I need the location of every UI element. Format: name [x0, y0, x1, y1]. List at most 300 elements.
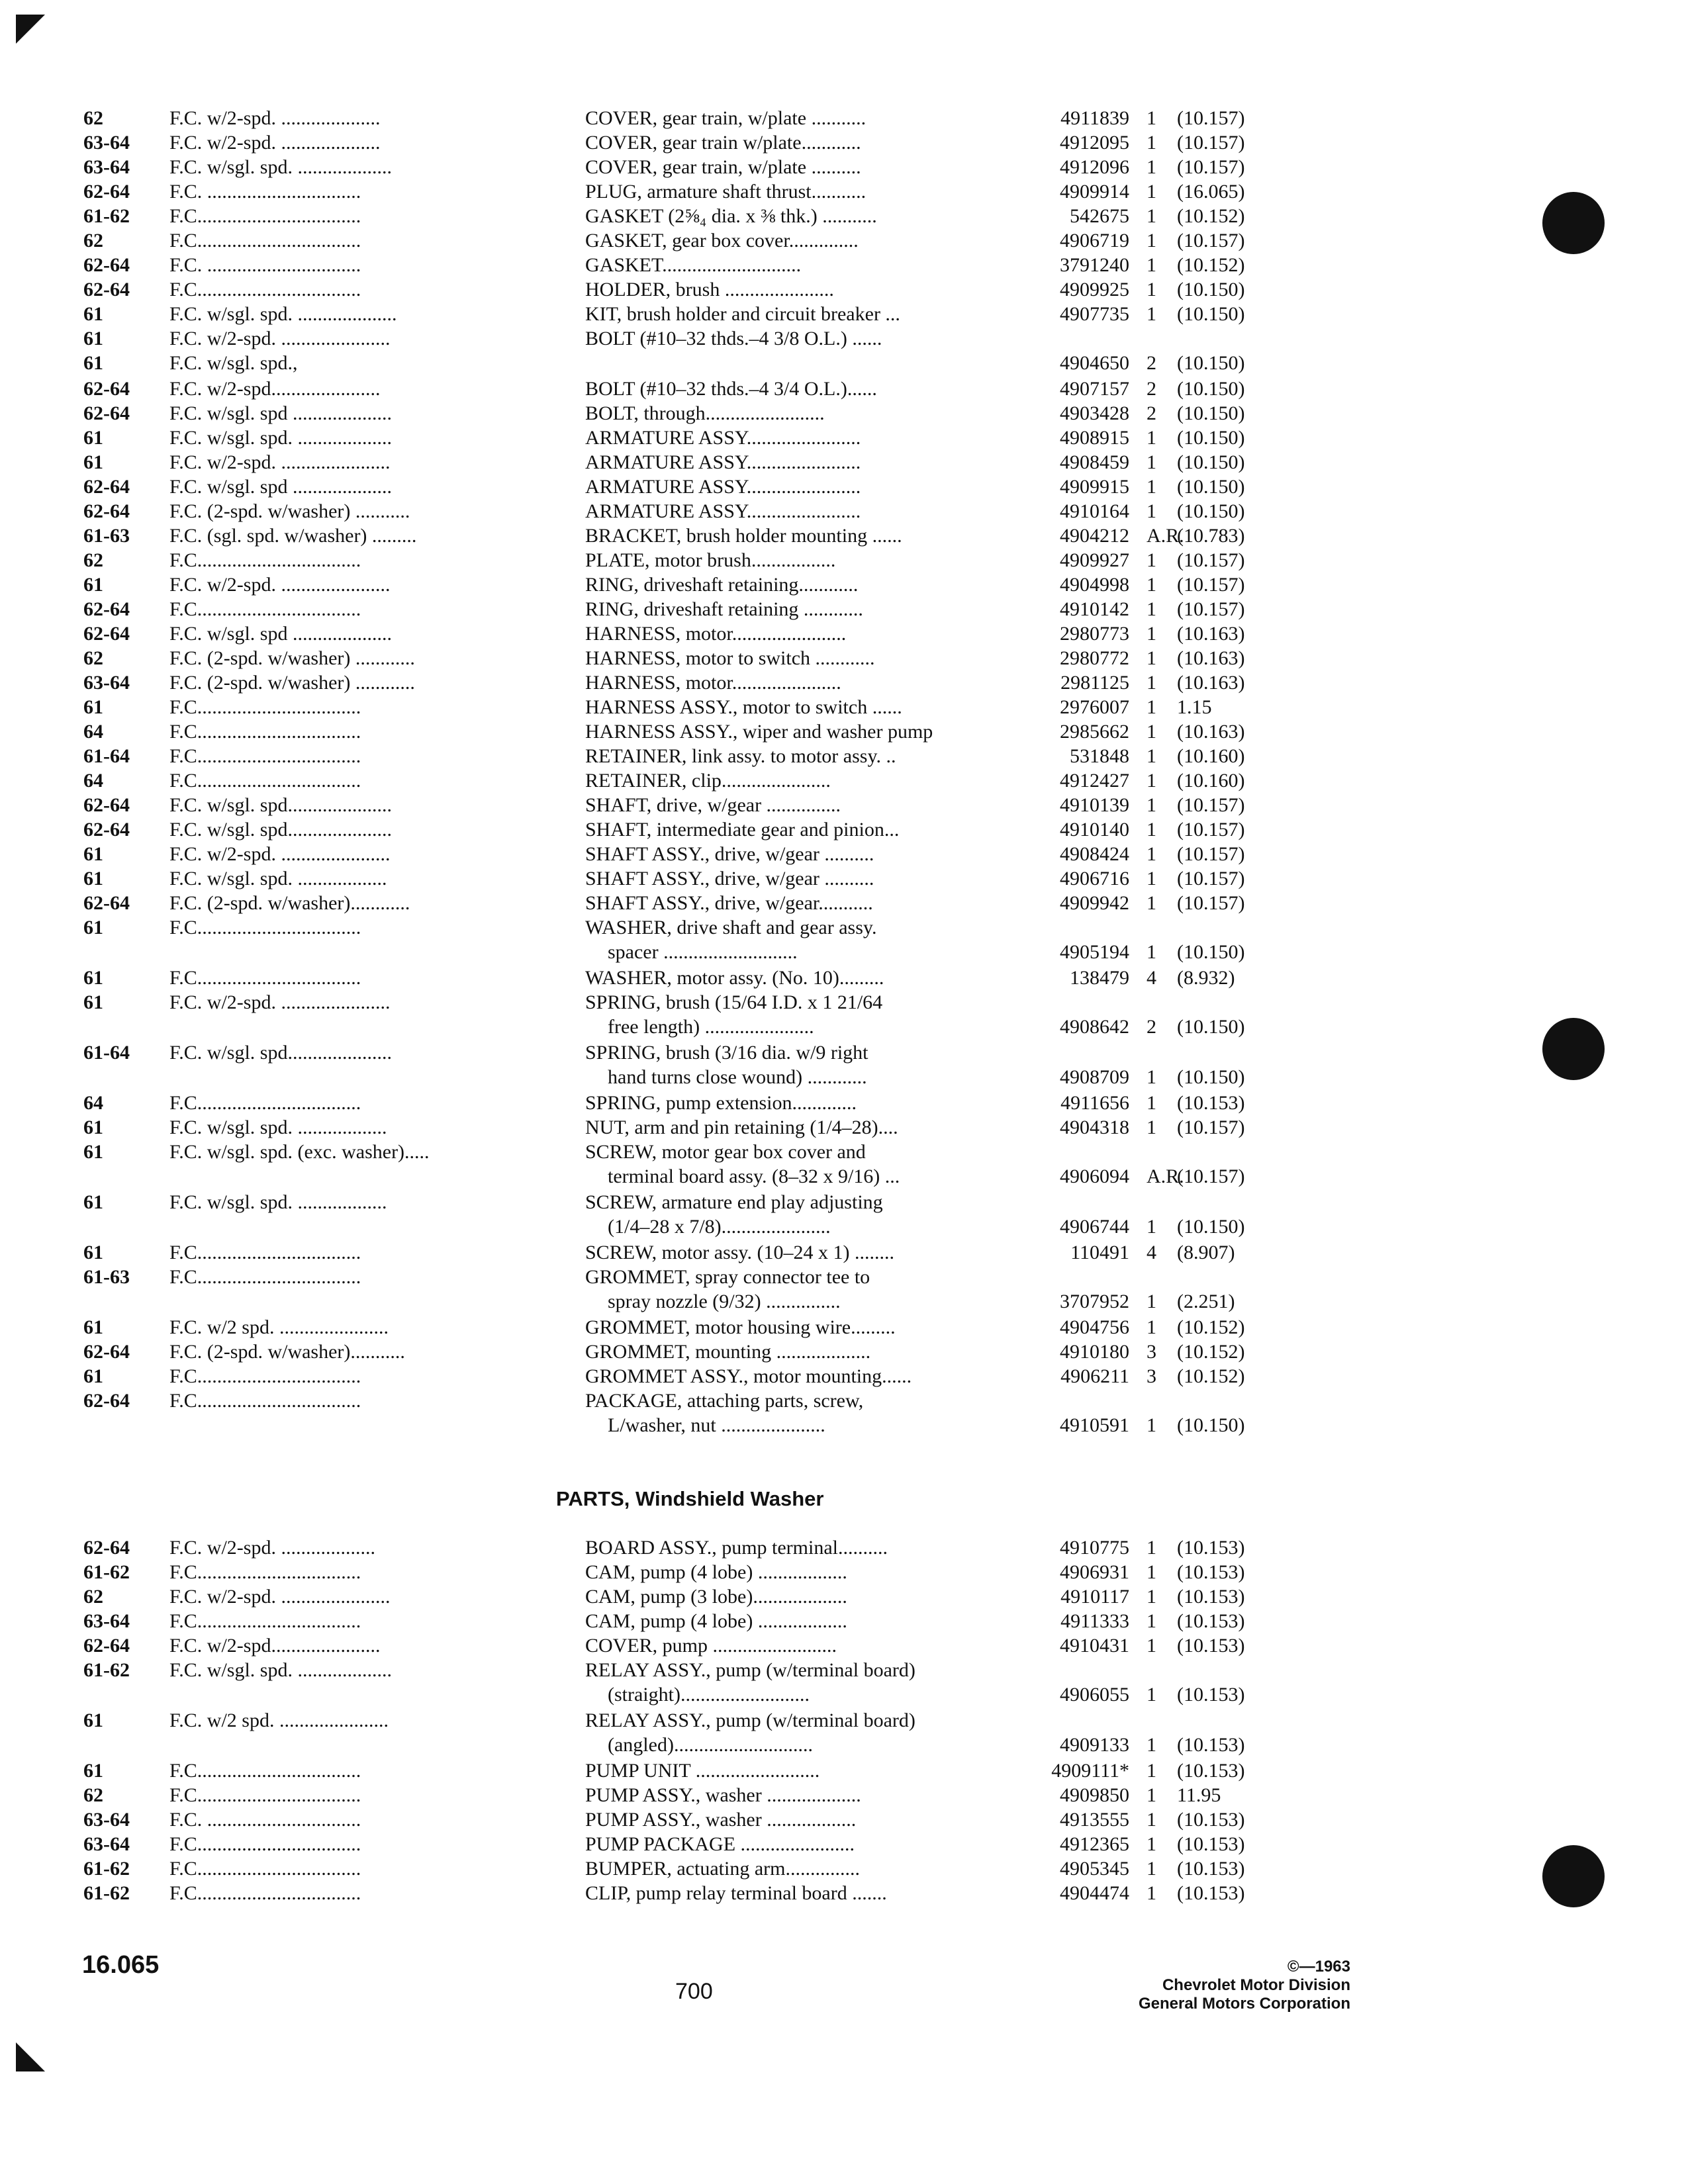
part-number: 2976007 — [1060, 696, 1129, 718]
part-description: SHAFT, drive, w/gear ............... — [585, 794, 841, 816]
part-number: 4910775 — [1060, 1537, 1129, 1559]
application: F.C. (2-spd. w/washer) ........... — [169, 500, 410, 522]
part-description: L/washer, nut ..................... — [608, 1414, 825, 1436]
quantity: 1 — [1147, 156, 1156, 178]
group-reference: (10.157) — [1177, 230, 1245, 251]
part-description: ARMATURE ASSY....................... — [585, 476, 861, 498]
model-years: 61-63 — [83, 525, 130, 547]
group-reference: (10.150) — [1177, 1414, 1245, 1436]
table-row — [0, 1040, 1688, 1088]
group-reference: (10.157) — [1177, 132, 1245, 154]
group-reference: (10.150) — [1177, 941, 1245, 963]
part-description: COVER, gear train, w/plate .......... — [585, 156, 861, 178]
part-description: BOARD ASSY., pump terminal.......... — [585, 1537, 888, 1559]
group-reference: (10.157) — [1177, 843, 1245, 865]
model-years: 62 — [83, 1586, 103, 1608]
application: F.C................................. — [169, 917, 361, 938]
part-number: 4909133 — [1060, 1734, 1129, 1756]
application: F.C. w/sgl. spd. (exc. washer)..... — [169, 1141, 430, 1163]
application: F.C................................. — [169, 230, 361, 251]
part-description: spray nozzle (9/32) ............... — [608, 1291, 841, 1312]
application: F.C................................. — [169, 1561, 361, 1583]
application: F.C. w/sgl. spd..................... — [169, 1042, 392, 1064]
application: F.C. ............................... — [169, 181, 361, 203]
group-reference: (10.157) — [1177, 107, 1245, 129]
part-description: spacer ........................... — [608, 941, 798, 963]
part-number: 4906055 — [1060, 1684, 1129, 1706]
quantity: 1 — [1147, 132, 1156, 154]
application: F.C................................. — [169, 598, 361, 620]
part-number: 4908709 — [1060, 1066, 1129, 1088]
part-description: HOLDER, brush ...................... — [585, 279, 834, 300]
application: F.C................................. — [169, 1092, 361, 1114]
quantity: A.R. — [1147, 1165, 1184, 1187]
part-number: 4909111* — [1051, 1760, 1129, 1782]
model-years: 62-64 — [83, 1635, 130, 1657]
table-row — [0, 1881, 1688, 1921]
application: F.C................................. — [169, 279, 361, 300]
group-reference: (10.157) — [1177, 1116, 1245, 1138]
model-years: 61 — [83, 427, 103, 449]
model-years: 63-64 — [83, 1809, 130, 1831]
quantity: 1 — [1147, 843, 1156, 865]
table-row — [0, 1388, 1688, 1436]
quantity: 1 — [1147, 1833, 1156, 1855]
group-reference: (8.907) — [1177, 1242, 1235, 1263]
group-reference: (10.783) — [1177, 525, 1245, 547]
application: F.C. w/2-spd. .................... — [169, 107, 381, 129]
application: F.C. w/2-spd...................... — [169, 1635, 381, 1657]
group-reference: (10.157) — [1177, 574, 1245, 596]
part-number: 4910180 — [1060, 1341, 1129, 1363]
model-years: 62 — [83, 647, 103, 669]
application: F.C. w/sgl. spd..................... — [169, 794, 392, 816]
quantity: 1 — [1147, 205, 1156, 227]
quantity: 1 — [1147, 1216, 1156, 1238]
application: F.C................................. — [169, 1266, 361, 1288]
quantity: 1 — [1147, 549, 1156, 571]
group-reference: (8.932) — [1177, 967, 1235, 989]
part-number: 2980773 — [1060, 623, 1129, 645]
publisher-corp: General Motors Corporation — [1138, 1995, 1350, 2013]
part-description: free length) ...................... — [608, 1016, 814, 1038]
part-description: CAM, pump (4 lobe) .................. — [585, 1610, 847, 1632]
application: F.C................................. — [169, 1365, 361, 1387]
part-description: HARNESS, motor to switch ............ — [585, 647, 875, 669]
model-years: 63-64 — [83, 672, 130, 694]
group-reference: (10.150) — [1177, 402, 1245, 424]
group-reference: (10.150) — [1177, 1066, 1245, 1088]
model-years: 62-64 — [83, 892, 130, 914]
part-description: terminal board assy. (8–32 x 9/16) ... — [608, 1165, 900, 1187]
model-years: 62-64 — [83, 500, 130, 522]
quantity: 2 — [1147, 1016, 1156, 1038]
model-years: 61-64 — [83, 1042, 130, 1064]
group-reference: 1.15 — [1177, 696, 1212, 718]
quantity: 1 — [1147, 672, 1156, 694]
part-description: CAM, pump (4 lobe) .................. — [585, 1561, 847, 1583]
quantity: 1 — [1147, 819, 1156, 841]
group-reference: (10.152) — [1177, 205, 1245, 227]
group-reference: (10.150) — [1177, 451, 1245, 473]
group-reference: (10.152) — [1177, 1316, 1245, 1338]
model-years: 61 — [83, 1116, 103, 1138]
part-number: 4911333 — [1060, 1610, 1129, 1632]
model-years: 62-64 — [83, 1537, 130, 1559]
quantity: 1 — [1147, 745, 1156, 767]
model-years: 64 — [83, 1092, 103, 1114]
part-description: BRACKET, brush holder mounting ...... — [585, 525, 902, 547]
group-reference: (10.163) — [1177, 647, 1245, 669]
quantity: 1 — [1147, 1291, 1156, 1312]
application: F.C................................. — [169, 1242, 361, 1263]
quantity: 1 — [1147, 623, 1156, 645]
model-years: 61 — [83, 1709, 103, 1731]
part-description: COVER, pump ......................... — [585, 1635, 837, 1657]
model-years: 61 — [83, 1191, 103, 1213]
group-reference: (10.153) — [1177, 1858, 1245, 1880]
part-description: GROMMET, motor housing wire......... — [585, 1316, 896, 1338]
quantity: 1 — [1147, 1760, 1156, 1782]
application: F.C. w/sgl. spd., — [169, 352, 298, 374]
model-years: 61 — [83, 574, 103, 596]
part-description: PLATE, motor brush................. — [585, 549, 836, 571]
part-description: CLIP, pump relay terminal board ....... — [585, 1882, 887, 1904]
part-description: HARNESS ASSY., wiper and washer pump — [585, 721, 933, 743]
quantity: 3 — [1147, 1341, 1156, 1363]
group-reference: (16.065) — [1177, 181, 1245, 203]
part-description: SPRING, brush (3/16 dia. w/9 right — [585, 1042, 868, 1064]
part-description: GROMMET, mounting ................... — [585, 1341, 871, 1363]
part-number: 4904318 — [1060, 1116, 1129, 1138]
application: F.C. (sgl. spd. w/washer) ......... — [169, 525, 417, 547]
quantity: 1 — [1147, 1784, 1156, 1806]
corner-mark-top-left — [16, 15, 45, 44]
part-description: BUMPER, actuating arm............... — [585, 1858, 860, 1880]
quantity: 1 — [1147, 107, 1156, 129]
quantity: 1 — [1147, 598, 1156, 620]
quantity: 4 — [1147, 967, 1156, 989]
model-years: 62 — [83, 549, 103, 571]
model-years: 61-64 — [83, 745, 130, 767]
group-reference: (10.153) — [1177, 1734, 1245, 1756]
group-reference: (10.150) — [1177, 427, 1245, 449]
part-description: hand turns close wound) ............ — [608, 1066, 867, 1088]
group-reference: (10.150) — [1177, 1216, 1245, 1238]
application: F.C. w/2-spd...................... — [169, 378, 381, 400]
model-years: 62-64 — [83, 819, 130, 841]
part-number: 4903428 — [1060, 402, 1129, 424]
part-number: 4910140 — [1060, 819, 1129, 841]
quantity: 1 — [1147, 1092, 1156, 1114]
part-description: COVER, gear train w/plate............ — [585, 132, 861, 154]
part-description: GASKET (2⅝₄ dia. x ⅜ thk.) ........... — [585, 205, 877, 227]
group-reference: (10.153) — [1177, 1092, 1245, 1114]
model-years: 61-62 — [83, 1882, 130, 1904]
part-number: 138479 — [1070, 967, 1129, 989]
group-reference: (10.150) — [1177, 1016, 1245, 1038]
part-number: 4913555 — [1060, 1809, 1129, 1831]
part-number: 4904650 — [1060, 352, 1129, 374]
quantity: 1 — [1147, 721, 1156, 743]
part-description: ARMATURE ASSY....................... — [585, 427, 861, 449]
group-reference: (10.163) — [1177, 623, 1245, 645]
model-years: 62 — [83, 1784, 103, 1806]
part-number: 4909850 — [1060, 1784, 1129, 1806]
part-number: 4904474 — [1060, 1882, 1129, 1904]
part-description: COVER, gear train, w/plate ........... — [585, 107, 867, 129]
group-reference: (10.157) — [1177, 549, 1245, 571]
model-years: 61-62 — [83, 1561, 130, 1583]
application: F.C................................. — [169, 1760, 361, 1782]
model-years: 61-62 — [83, 205, 130, 227]
part-number: 4910117 — [1060, 1586, 1129, 1608]
part-number: 4906094 — [1060, 1165, 1129, 1187]
group-reference: (10.160) — [1177, 745, 1245, 767]
model-years: 61-63 — [83, 1266, 130, 1288]
application: F.C. w/2-spd. ...................... — [169, 843, 391, 865]
group-reference: 11.95 — [1177, 1784, 1221, 1806]
application: F.C................................. — [169, 1882, 361, 1904]
application: F.C................................. — [169, 1858, 361, 1880]
application: F.C. w/2-spd. ................... — [169, 1537, 375, 1559]
quantity: A.R. — [1147, 525, 1184, 547]
quantity: 1 — [1147, 279, 1156, 300]
part-description: RELAY ASSY., pump (w/terminal board) — [585, 1709, 915, 1731]
quantity: 1 — [1147, 794, 1156, 816]
quantity: 1 — [1147, 230, 1156, 251]
model-years: 62-64 — [83, 1390, 130, 1412]
part-number: 4906716 — [1060, 868, 1129, 889]
application: F.C. w/sgl. spd. ................... — [169, 1659, 392, 1681]
model-years: 63-64 — [83, 156, 130, 178]
quantity: 2 — [1147, 352, 1156, 374]
group-reference: (10.153) — [1177, 1537, 1245, 1559]
part-description: SPRING, pump extension............. — [585, 1092, 857, 1114]
model-years: 62-64 — [83, 181, 130, 203]
model-years: 61 — [83, 1365, 103, 1387]
part-number: 4912365 — [1060, 1833, 1129, 1855]
table-row — [0, 1190, 1688, 1238]
model-years: 64 — [83, 770, 103, 792]
quantity: 1 — [1147, 1316, 1156, 1338]
table-row — [0, 1708, 1688, 1756]
part-number: 4904212 — [1060, 525, 1129, 547]
model-years: 63-64 — [83, 1833, 130, 1855]
application: F.C................................. — [169, 1610, 361, 1632]
group-reference: (10.157) — [1177, 892, 1245, 914]
group-reference: (10.160) — [1177, 770, 1245, 792]
model-years: 61 — [83, 451, 103, 473]
application: F.C. w/sgl. spd. .................... — [169, 303, 397, 325]
model-years: 62-64 — [83, 254, 130, 276]
quantity: 1 — [1147, 451, 1156, 473]
model-years: 61-62 — [83, 1659, 130, 1681]
group-reference: (10.152) — [1177, 1341, 1245, 1363]
part-number: 4912095 — [1060, 132, 1129, 154]
part-description: SPRING, brush (15/64 I.D. x 1 21/64 — [585, 991, 883, 1013]
part-description: SHAFT ASSY., drive, w/gear........... — [585, 892, 873, 914]
part-number: 4912096 — [1060, 156, 1129, 178]
part-number: 4908459 — [1060, 451, 1129, 473]
group-reference: (10.157) — [1177, 819, 1245, 841]
quantity: 1 — [1147, 1537, 1156, 1559]
part-description: ARMATURE ASSY....................... — [585, 451, 861, 473]
quantity: 1 — [1147, 647, 1156, 669]
quantity: 1 — [1147, 427, 1156, 449]
model-years: 61 — [83, 917, 103, 938]
part-description: HARNESS ASSY., motor to switch ...... — [585, 696, 902, 718]
model-years: 61 — [83, 843, 103, 865]
application: F.C. w/sgl. spd. .................. — [169, 868, 387, 889]
group-reference: (10.153) — [1177, 1760, 1245, 1782]
publisher-block — [1139, 1958, 1350, 2013]
part-description: BOLT, through........................ — [585, 402, 825, 424]
quantity: 1 — [1147, 1561, 1156, 1583]
quantity: 1 — [1147, 500, 1156, 522]
part-description: RING, driveshaft retaining............ — [585, 574, 859, 596]
part-number: 4907735 — [1060, 303, 1129, 325]
part-description: GROMMET ASSY., motor mounting...... — [585, 1365, 912, 1387]
part-number: 4906719 — [1060, 230, 1129, 251]
quantity: 1 — [1147, 1882, 1156, 1904]
model-years: 63-64 — [83, 132, 130, 154]
part-description: ARMATURE ASSY....................... — [585, 500, 861, 522]
quantity: 1 — [1147, 574, 1156, 596]
application: F.C. w/sgl. spd. .................. — [169, 1116, 387, 1138]
part-number: 110491 — [1070, 1242, 1129, 1263]
part-number: 3791240 — [1060, 254, 1129, 276]
application: F.C................................. — [169, 745, 361, 767]
table-row — [0, 1658, 1688, 1706]
quantity: 1 — [1147, 303, 1156, 325]
application: F.C. w/2 spd. ...................... — [169, 1316, 389, 1338]
group-reference: (10.157) — [1177, 598, 1245, 620]
application: F.C. w/sgl. spd. ................... — [169, 156, 392, 178]
model-years: 61-62 — [83, 1858, 130, 1880]
part-description: PUMP PACKAGE ....................... — [585, 1833, 855, 1855]
group-reference: (10.153) — [1177, 1833, 1245, 1855]
part-description: SHAFT, intermediate gear and pinion... — [585, 819, 900, 841]
application: F.C. (2-spd. w/washer)............ — [169, 892, 410, 914]
quantity: 1 — [1147, 696, 1156, 718]
page-number: 700 — [675, 1979, 713, 2004]
part-number: 4909925 — [1060, 279, 1129, 300]
quantity: 1 — [1147, 1116, 1156, 1138]
model-years: 61 — [83, 352, 103, 374]
application: F.C. (2-spd. w/washer) ............ — [169, 647, 415, 669]
part-number: 4908424 — [1060, 843, 1129, 865]
part-number: 4909915 — [1060, 476, 1129, 498]
model-years: 61 — [83, 1316, 103, 1338]
model-years: 62-64 — [83, 378, 130, 400]
application: F.C................................. — [169, 696, 361, 718]
quantity: 4 — [1147, 1242, 1156, 1263]
part-number: 4905345 — [1060, 1858, 1129, 1880]
part-description: PUMP ASSY., washer .................. — [585, 1809, 857, 1831]
part-number: 4910142 — [1060, 598, 1129, 620]
part-number: 4909914 — [1060, 181, 1129, 203]
part-description: SHAFT ASSY., drive, w/gear .......... — [585, 868, 874, 889]
group-reference: (10.150) — [1177, 352, 1245, 374]
part-number: 2981125 — [1060, 672, 1129, 694]
model-years: 61 — [83, 1760, 103, 1782]
part-description: HARNESS, motor...................... — [585, 672, 841, 694]
part-number: 4909942 — [1060, 892, 1129, 914]
group-reference: (10.153) — [1177, 1561, 1245, 1583]
table-row — [0, 326, 1688, 374]
application: F.C. w/2-spd. ...................... — [169, 1586, 391, 1608]
application: F.C. w/sgl. spd. ................... — [169, 427, 392, 449]
part-number: 4911656 — [1060, 1092, 1129, 1114]
quantity: 1 — [1147, 1414, 1156, 1436]
quantity: 1 — [1147, 941, 1156, 963]
group-reference: (10.152) — [1177, 254, 1245, 276]
model-years: 61 — [83, 1141, 103, 1163]
part-description: PACKAGE, attaching parts, screw, — [585, 1390, 864, 1412]
quantity: 1 — [1147, 1610, 1156, 1632]
group-reference: (10.153) — [1177, 1635, 1245, 1657]
part-number: 4905194 — [1060, 941, 1129, 963]
quantity: 2 — [1147, 378, 1156, 400]
group-reference: (10.157) — [1177, 868, 1245, 889]
part-number: 4910431 — [1060, 1635, 1129, 1657]
group-reference: (10.153) — [1177, 1684, 1245, 1706]
model-years: 61 — [83, 696, 103, 718]
part-description: WASHER, motor assy. (No. 10)......... — [585, 967, 884, 989]
group-reference: (10.150) — [1177, 476, 1245, 498]
model-years: 61 — [83, 303, 103, 325]
application: F.C. (2-spd. w/washer) ............ — [169, 672, 415, 694]
group-reference: (10.153) — [1177, 1882, 1245, 1904]
part-number: 4910164 — [1060, 500, 1129, 522]
part-description: NUT, arm and pin retaining (1/4–28).... — [585, 1116, 898, 1138]
part-number: 4908915 — [1060, 427, 1129, 449]
group-reference: (10.152) — [1177, 1365, 1245, 1387]
part-description: BOLT (#10–32 thds.–4 3/4 O.L.)...... — [585, 378, 877, 400]
part-description: SHAFT ASSY., drive, w/gear .......... — [585, 843, 874, 865]
part-description: BOLT (#10–32 thds.–4 3/8 O.L.) ...... — [585, 328, 882, 349]
model-years: 64 — [83, 721, 103, 743]
part-description: KIT, brush holder and circuit breaker ... — [585, 303, 900, 325]
part-number: 4912427 — [1060, 770, 1129, 792]
quantity: 2 — [1147, 402, 1156, 424]
part-description: GASKET, gear box cover.............. — [585, 230, 859, 251]
model-years: 62-64 — [83, 279, 130, 300]
quantity: 1 — [1147, 1734, 1156, 1756]
part-description: PLUG, armature shaft thrust........... — [585, 181, 867, 203]
table-row — [0, 990, 1688, 1038]
quantity: 1 — [1147, 1858, 1156, 1880]
model-years: 62-64 — [83, 402, 130, 424]
model-years: 63-64 — [83, 1610, 130, 1632]
part-description: (1/4–28 x 7/8)...................... — [608, 1216, 831, 1238]
part-number: 4911839 — [1060, 107, 1129, 129]
part-description: GASKET............................ — [585, 254, 802, 276]
application: F.C. ............................... — [169, 254, 361, 276]
model-years: 62 — [83, 230, 103, 251]
quantity: 1 — [1147, 1684, 1156, 1706]
table-row — [0, 1140, 1688, 1187]
application: F.C. ............................... — [169, 1809, 361, 1831]
part-number: 531848 — [1070, 745, 1129, 767]
quantity: 1 — [1147, 1809, 1156, 1831]
group-reference: (10.150) — [1177, 500, 1245, 522]
model-years: 62-64 — [83, 794, 130, 816]
model-years: 62-64 — [83, 623, 130, 645]
application: F.C................................. — [169, 549, 361, 571]
part-number: 3707952 — [1060, 1291, 1129, 1312]
